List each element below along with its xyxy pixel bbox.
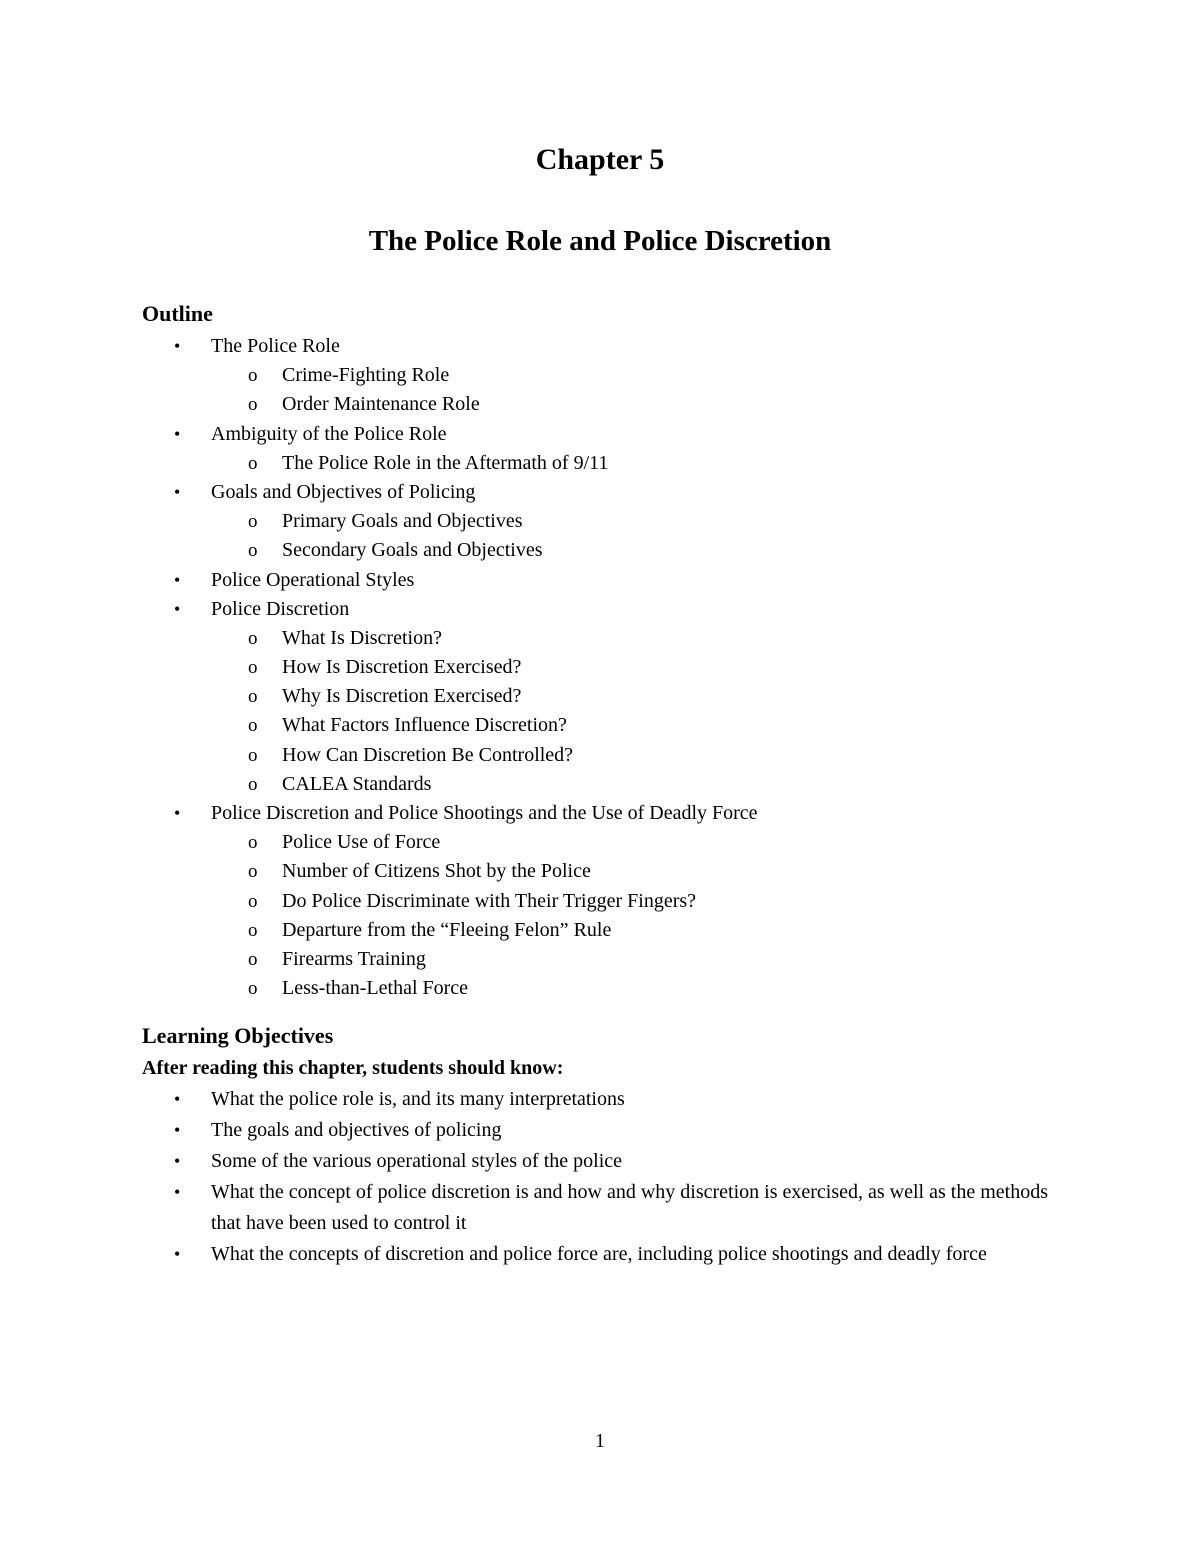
objective-item-text: The goals and objectives of policing: [211, 1119, 502, 1141]
objective-item: [0, 1146, 1200, 1177]
circle-bullet-icon: o: [248, 540, 258, 562]
bullet-icon: •: [174, 1120, 181, 1140]
circle-bullet-icon: o: [248, 715, 258, 737]
objective-item-text: What the concept of police discretion is and how and why discretion is exercised, as well as the methods that have been used to control it: [211, 1181, 1048, 1234]
outline-item-text: Less-than-Lethal Force: [282, 977, 469, 1000]
learning-objectives-list: [0, 1084, 1200, 1270]
bullet-icon: •: [174, 1151, 181, 1171]
outline-subitem: [0, 507, 1200, 536]
outline-subitem: [0, 741, 1200, 770]
outline-item-text: Do Police Discriminate with Their Trigger Fingers?: [282, 889, 697, 912]
outline-subitem: [0, 449, 1200, 478]
outline-item-text: Police Use of Force: [282, 831, 441, 854]
circle-bullet-icon: o: [248, 657, 258, 679]
learning-objectives-heading: Learning Objectives: [142, 1023, 334, 1048]
bullet-icon: •: [174, 336, 181, 356]
objective-item: [0, 1239, 1200, 1270]
outline-item: [0, 595, 1200, 624]
chapter-subtitle: The Police Role and Police Discretion: [368, 225, 832, 257]
outline-item: [0, 332, 1200, 361]
circle-bullet-icon: o: [248, 627, 258, 649]
bullet-icon: •: [174, 569, 181, 590]
bullet-icon: •: [174, 1182, 181, 1202]
outline-item-text: Number of Citizens Shot by the Police: [282, 860, 591, 883]
outline-item-text: Firearms Training: [282, 947, 426, 970]
outline-subitem: [0, 916, 1200, 945]
outline-item-text: The Police Role in the Aftermath of 9/11: [282, 451, 609, 474]
outline-subitem: [0, 682, 1200, 711]
circle-bullet-icon: o: [248, 890, 258, 912]
outline-subitem: [0, 390, 1200, 419]
outline-item-text: Crime-Fighting Role: [282, 364, 450, 387]
outline-item: [0, 799, 1200, 828]
outline-item-text: Police Operational Styles: [211, 568, 415, 591]
outline-subitem: [0, 653, 1200, 682]
outline-item-text: What Is Discretion?: [282, 626, 442, 649]
outline-subitem: [0, 887, 1200, 916]
outline-item-text: Primary Goals and Objectives: [282, 510, 523, 533]
circle-bullet-icon: o: [248, 832, 258, 854]
outline-item-text: Police Discretion: [211, 597, 350, 620]
outline-item-text: Departure from the “Fleeing Felon” Rule: [282, 918, 612, 941]
outline-item-text: The Police Role: [211, 335, 340, 357]
outline-item-text: How Can Discretion Be Controlled?: [282, 743, 574, 766]
circle-bullet-icon: o: [248, 452, 258, 474]
outline-item-text: Goals and Objectives of Policing: [211, 480, 476, 503]
circle-bullet-icon: o: [248, 365, 258, 387]
outline-subitem: [0, 711, 1200, 740]
circle-bullet-icon: o: [248, 394, 258, 416]
bullet-icon: •: [174, 423, 181, 444]
circle-bullet-icon: o: [248, 978, 258, 1000]
circle-bullet-icon: o: [248, 861, 258, 883]
objective-item: [0, 1084, 1200, 1115]
outline-item-text: Police Discretion and Police Shootings and the Use of Deadly Force: [211, 802, 758, 824]
outline-item-text: Order Maintenance Role: [282, 393, 480, 416]
outline-item-text: How Is Discretion Exercised?: [282, 656, 522, 679]
outline-item: [0, 566, 1200, 595]
bullet-icon: •: [174, 803, 181, 823]
circle-bullet-icon: o: [248, 744, 258, 766]
outline-item-text: What Factors Influence Discretion?: [282, 714, 567, 737]
bullet-icon: •: [174, 481, 181, 502]
outline-subitem: [0, 624, 1200, 653]
bullet-icon: •: [174, 1089, 181, 1109]
objective-item-text: What the police role is, and its many interpretations: [211, 1088, 625, 1110]
outline-item-text: CALEA Standards: [282, 772, 432, 795]
outline-item: [0, 478, 1200, 507]
circle-bullet-icon: o: [248, 948, 258, 970]
objective-item-text: What the concepts of discretion and police force are, including police shootings and deadly force: [211, 1243, 987, 1265]
outline-list: [0, 332, 1200, 1003]
learning-objectives-intro: After reading this chapter, students should know:: [142, 1057, 564, 1079]
objective-item: [0, 1177, 1200, 1239]
bullet-icon: •: [174, 598, 181, 619]
chapter-title: Chapter 5: [535, 143, 665, 176]
outline-subitem: [0, 828, 1200, 857]
outline-subitem: [0, 945, 1200, 974]
objective-item: [0, 1115, 1200, 1146]
circle-bullet-icon: o: [248, 773, 258, 795]
outline-heading: Outline: [142, 301, 213, 326]
outline-subitem: [0, 974, 1200, 1003]
outline-item: [0, 420, 1200, 449]
outline-subitem: [0, 536, 1200, 565]
circle-bullet-icon: o: [248, 686, 258, 708]
outline-item-text: Secondary Goals and Objectives: [282, 539, 543, 562]
outline-item-text: Ambiguity of the Police Role: [211, 422, 447, 445]
circle-bullet-icon: o: [248, 919, 258, 941]
outline-subitem: [0, 857, 1200, 886]
outline-subitem: [0, 361, 1200, 390]
circle-bullet-icon: o: [248, 511, 258, 533]
bullet-icon: •: [174, 1244, 181, 1264]
outline-subitem: [0, 770, 1200, 799]
outline-item-text: Why Is Discretion Exercised?: [282, 685, 522, 708]
page-number: 1: [595, 1430, 605, 1452]
objective-item-text: Some of the various operational styles of the police: [211, 1150, 623, 1172]
